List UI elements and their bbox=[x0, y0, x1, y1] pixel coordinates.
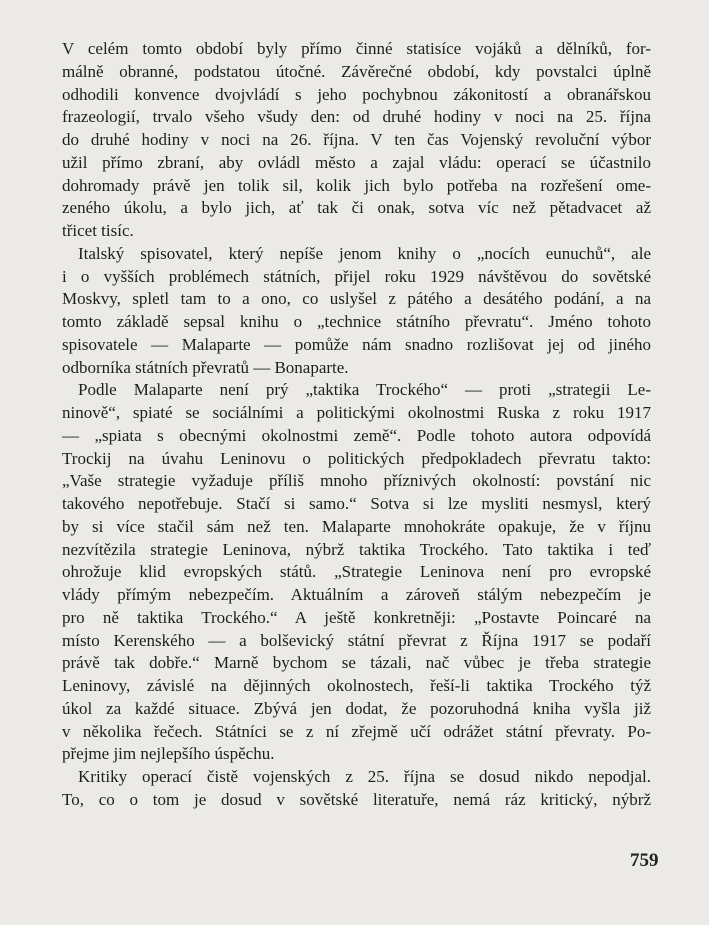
paragraph-first-line: Kritiky operací čistě vojenských z 25. října se dosud nikdo nepodjal. bbox=[78, 767, 651, 786]
text-line: by si více stačil sám než ten. Malaparte mnohokráte opakuje, že v říjnu bbox=[62, 516, 651, 536]
text-line: do druhé hodiny v noci na 26. října. V ten čas Vojenský revoluční výbor bbox=[62, 130, 651, 149]
text-line: takového nepotřebuje. Stačí si samo.“ Sotva si lze mysliti nesmysl, který bbox=[62, 494, 651, 513]
text-line: úkol za každé situace. Zbývá jen dodat, že pozoruhodná kniha vyšla již bbox=[62, 698, 651, 718]
text-line: tomto základě sepsal knihu o „technice státního převratu“. Jméno tohoto bbox=[62, 312, 651, 331]
text-line: ohrožuje klid evropských států. „Strategie Leninova není pro evropské bbox=[62, 562, 651, 582]
text-line: přejme jim nejlepšího úspěchu. bbox=[62, 744, 275, 764]
text-line: odhodili konvence dvojvládí s jeho pochybnou zákonitostí a obranářskou bbox=[62, 84, 651, 104]
text-line: v několika řečech. Státníci se z ní zřejmě učí odrážet státní převraty. Po- bbox=[62, 721, 651, 741]
text-line: právě tak dobře.“ Marně bychom se tázali, nač vůbec je třeba strategie bbox=[62, 653, 651, 673]
text-line: frazeologií, trvalo všeho všudy den: od druhé hodiny v noci na 25. října bbox=[62, 107, 651, 127]
text-line: odborníka státních převratů — Bonaparte. bbox=[62, 357, 349, 377]
text-line: užil přímo zbraní, aby ovládl město a zajal vládu: operací se účastnilo bbox=[62, 152, 651, 172]
body-text bbox=[62, 38, 651, 812]
text-line: místo Kerenského — a bolševický státní převrat z Října 1917 se podaří bbox=[62, 630, 651, 650]
paragraph-first-line: Podle Malaparte není prý „taktika Trockého“ — proti „strategii Le- bbox=[78, 380, 651, 400]
text-line: třicet tisíc. bbox=[62, 221, 134, 240]
text-line: Moskvy, spletl tam to a ono, co uslyšel z pátého a desátého podání, a na bbox=[62, 289, 651, 309]
text-line: i o vyšších problémech státních, přijel roku 1929 návštěvou do sovětské bbox=[62, 266, 651, 286]
text-line: dohromady právě jen tolik sil, kolik jich bylo potřeba na rozřešení ome- bbox=[62, 175, 651, 195]
text-line: nezvítězila strategie Leninova, nýbrž taktika Trockého. Tato taktika i teď bbox=[62, 539, 651, 559]
text-line: spisovatele — Malaparte — pomůže nám snadno rozlišovat jej od jiného bbox=[62, 334, 651, 354]
text-line: To, co o tom je dosud v sovětské literatuře, nemá ráz kritický, nýbrž bbox=[62, 789, 651, 809]
text-line: vlády přímým nebezpečím. Aktuálním a zároveň stálým nebezpečím je bbox=[62, 585, 651, 604]
page-number: 759 bbox=[630, 850, 659, 871]
text-line: ninově“, spiaté se sociálními a politickými okolnostmi Ruska z roku 1917 bbox=[62, 403, 651, 422]
text-line: Trockij na úvahu Leninovu o politických předpokladech převratu takto: bbox=[62, 448, 651, 468]
text-line: Leninovy, závislé na dějinných okolnostech, řeší-li taktika Trockého týž bbox=[62, 676, 651, 695]
text-line: „Vaše strategie vyžaduje příliš mnoho příznivých okolností: povstání nic bbox=[62, 471, 651, 491]
text-line: zeného úkolu, a bylo jich, ať tak či onak, sotva víc než pětadvacet až bbox=[62, 198, 651, 218]
text-line: pro ně taktika Trockého.“ A ještě konkretněji: „Postavte Poincaré na bbox=[62, 607, 651, 627]
text-line: — „spiata s obecnými okolnostmi země“. Podle tohoto autora odpovídá bbox=[62, 425, 651, 445]
text-line: málně obranné, podstatou útočné. Závěrečné období, kdy povstalci úplně bbox=[62, 61, 651, 81]
text-line: V celém tomto období byly přímo činné statisíce vojáků a dělníků, for- bbox=[62, 39, 651, 58]
paragraph-first-line: Italský spisovatel, který nepíše jenom knihy o „nocích eunuchů“, ale bbox=[78, 243, 651, 263]
